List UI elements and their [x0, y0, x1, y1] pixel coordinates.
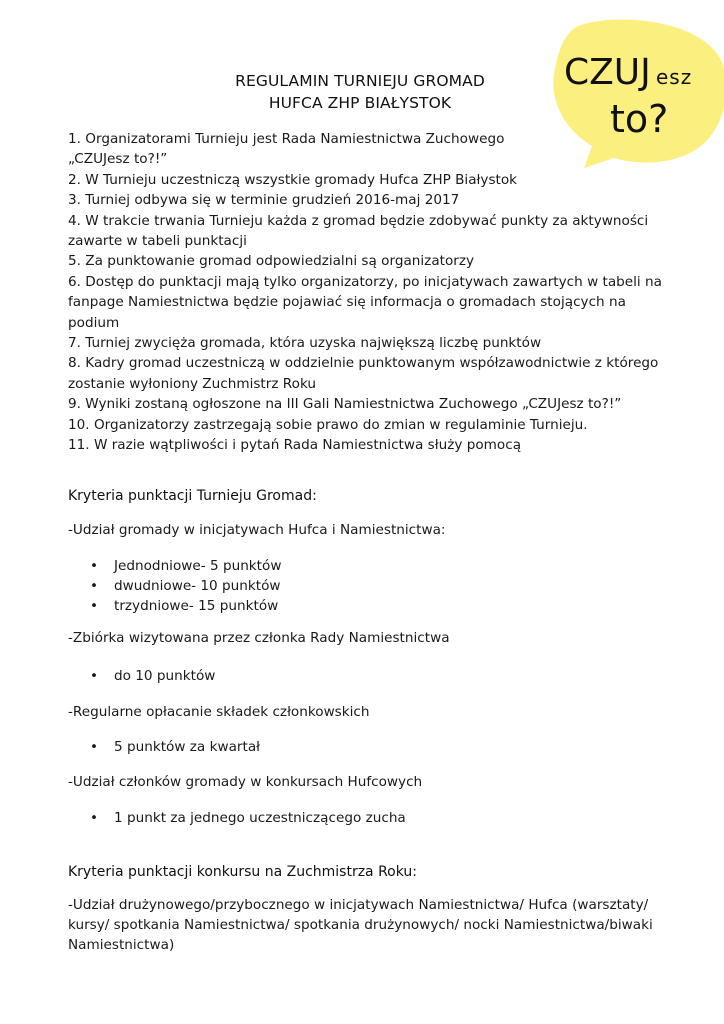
criteria-fees-list — [90, 737, 260, 757]
title-line-2: HUFCA ZHP BIAŁYSTOK — [268, 94, 452, 112]
list-item: • Jednodniowe- 5 punktów — [90, 556, 281, 576]
document-title — [150, 70, 570, 114]
logo-czuj-text: CZUJ — [564, 52, 651, 93]
rule-line: „CZUJesz to?!” — [68, 151, 168, 168]
zuchmistrz-line-2: kursy/ spotkania Namiestnictwa/ spotkania drużynowych/ nocki Namiestnictwa/biwaki — [68, 917, 653, 933]
rule-line: podium — [68, 314, 120, 331]
criteria-intro-visit: -Zbiórka wizytowana przez członka Rady Namiestnictwa — [68, 630, 450, 646]
list-item: • trzydniowe- 15 punktów — [90, 596, 281, 616]
rule-line: 1. Organizatorami Turnieju jest Rada Namiestnictwa Zuchowego — [68, 131, 505, 147]
criteria-intro-initiatives: -Udział gromady w inicjatywach Hufca i Namiestnictwa: — [68, 522, 446, 538]
rule-line: 9. Wyniki zostaną ogłoszone na III Gali Namiestnictwa Zuchowego „CZUJesz to?!” — [68, 396, 622, 413]
criteria-heading: Kryteria punktacji Turnieju Gromad: — [68, 488, 317, 504]
logo-esz-text: esz — [656, 65, 693, 89]
rule-line: 11. W razie wątpliwości i pytań Rada Namiestnictwa służy pomocą — [68, 437, 522, 454]
rule-line: fanpage Namiestnictwa będzie pojawiać się informacja o gromadach stojących na — [68, 294, 626, 311]
zuchmistrz-line-1: -Udział drużynowego/przybocznego w inicjatywach Namiestnictwa/ Hufca (warsztaty/ — [68, 897, 649, 913]
rules-list — [68, 129, 668, 456]
criteria-visit-list — [90, 666, 215, 686]
list-item: • dwudniowe- 10 punktów — [90, 576, 281, 596]
title-line-1: REGULAMIN TURNIEJU GROMAD — [235, 72, 485, 90]
rule-line: 4. W trakcie trwania Turnieju każda z gromad będzie zdobywać punkty za aktywności — [68, 212, 649, 229]
zuchmistrz-heading: Kryteria punktacji konkursu na Zuchmistrza Roku: — [68, 864, 418, 880]
list-item: • 5 punktów za kwartał — [90, 737, 260, 757]
logo-to-text: to? — [610, 97, 669, 141]
rule-line: 10. Organizatorzy zastrzegają sobie prawo do zmian w regulaminie Turnieju. — [68, 416, 588, 433]
criteria-intro-fees: -Regularne opłacanie składek członkowskich — [68, 704, 370, 720]
rule-line: 8. Kadry gromad uczestniczą w oddzielnie punktowanym współzawodnictwie z którego — [68, 355, 659, 372]
criteria-intro-contests: -Udział członków gromady w konkursach Hufcowych — [68, 774, 423, 790]
rule-line: 6. Dostęp do punktacji mają tylko organizatorzy, po inicjatywach zawartych w tabeli na — [68, 273, 662, 290]
criteria-contests-list — [90, 808, 406, 828]
zuchmistrz-line-3: Namiestnictwa) — [68, 937, 175, 953]
rule-line: zawarte w tabeli punktacji — [68, 233, 247, 250]
list-item: • 1 punkt za jednego uczestniczącego zucha — [90, 808, 406, 828]
criteria-initiatives-list — [90, 556, 281, 616]
rule-line: 7. Turniej zwycięża gromada, która uzyska największą liczbę punktów — [68, 335, 542, 352]
rule-line: 2. W Turnieju uczestniczą wszystkie gromady Hufca ZHP Białystok — [68, 171, 518, 188]
rule-line: 3. Turniej odbywa się w terminie grudzień 2016-maj 2017 — [68, 192, 460, 209]
rule-line: 5. Za punktowanie gromad odpowiedzialni są organizatorzy — [68, 253, 475, 270]
list-item: • do 10 punktów — [90, 666, 215, 686]
rule-line: zostanie wyłoniony Zuchmistrz Roku — [68, 375, 317, 392]
